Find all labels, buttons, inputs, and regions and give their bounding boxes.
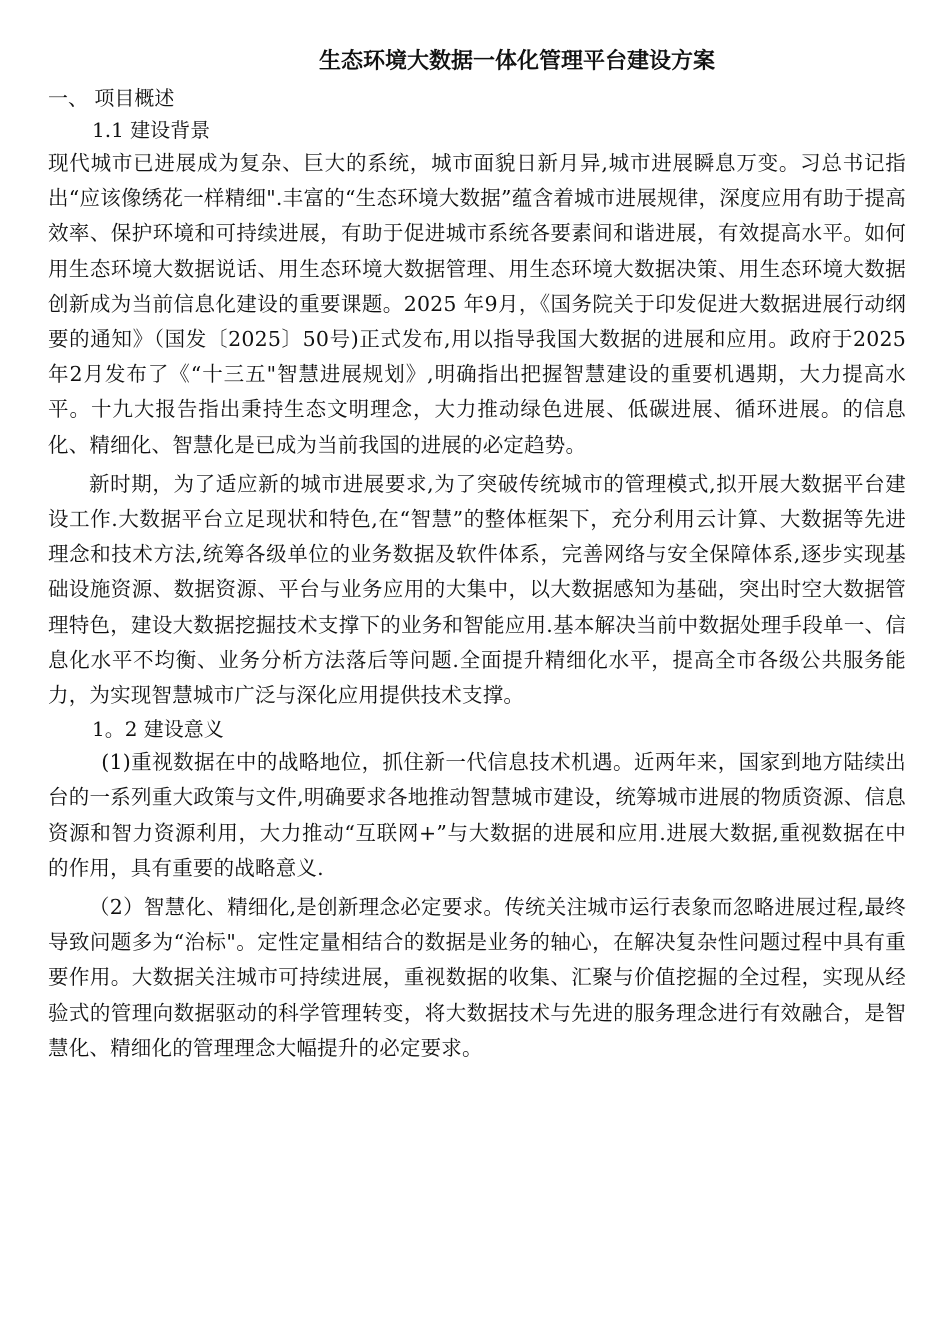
- paragraph-background-1: 现代城市已进展成为复杂、巨大的系统，城市面貌日新月异,城市进展瞬息万变。习总书记指出“应该像绣花一样精细".丰富的“生态环境大数据”蕴含着城市进展规律，深度应用有助于提高效率、保护环境和可持续进展，有助于促进城市系统各要素间和谐进展，有效提高水平。如何用生态环境大数据说话、用生态环境大数据管理、用生态环境大数据决策、用生态环境大数据创新成为当前信息化建设的重要课题。2025 年9月，《国务院关于印发促进大数据进展行动纲要的通知》（国发〔2025〕50号)正式发布,用以指导我国大数据的进展和应用。政府于2025年2月发布了《“十三五"智慧进展规划》,明确指出把握智慧建设的重要机遇期，大力提高水平。十九大报告指出秉持生态文明理念，大力推动绿色进展、低碳进展、循环进展。的信息化、精细化、智慧化是已成为当前我国的进展的必定趋势。: [48, 151, 906, 457]
- document-title: 生态环境大数据一体化管理平台建设方案: [318, 49, 715, 74]
- paragraph-background-2: 新时期，为了适应新的城市进展要求,为了突破传统城市的管理模式,拟开展大数据平台建设工作.大数据平台立足现状和特色,在“智慧”的整体框架下，充分利用云计算、大数据等先进理念和技术方法,统筹各级单位的业务数据及软件体系，完善网络与安全保障体系,逐步实现基础设施资源、数据资源、平台与业务应用的大集中，以大数据感知为基础，突出时空大数据管理特色，建设大数据挖掘技术支撑下的业务和智能应用.基本解决当前中数据处理手段单一、信息化水平不均衡、业务分析方法落后等问题.全面提升精细化水平，提高全市各级公共服务能力，为实现智慧城市广泛与深化应用提供技术支撑。: [48, 471, 906, 708]
- document-page: [48, 44, 906, 1066]
- paragraph-significance-2: （2）智慧化、精细化,是创新理念必定要求。传统关注城市运行表象而忽略进展过程,最终导致问题多为“治标"。定性定量相结合的数据是业务的轴心，在解决复杂性问题过程中具有重要作用。大数据关注城市可持续进展，重视数据的收集、汇聚与价值挖掘的全过程，实现从经验式的管理向数据驱动的科学管理转变，将大数据技术与先进的服务理念进行有效融合，是智慧化、精细化的管理理念大幅提升的必定要求。: [48, 895, 906, 1060]
- section-heading-overview: 一、 项目概述: [48, 86, 175, 110]
- subsection-heading-significance: 1。2 建设意义: [92, 717, 224, 742]
- paragraph-significance-1: (1)重视数据在中的战略地位，抓住新一代信息技术机遇。近两年来，国家到地方陆续出台的一系列重大政策与文件,明确要求各地推动智慧城市建设，统筹城市进展的物质资源、信息资源和智力资源利用，大力推动“互联网+”与大数据的进展和应用.进展大数据,重视数据在中的作用，具有重要的战略意义.: [48, 750, 906, 880]
- subsection-heading-background: 1.1 建设背景: [92, 118, 211, 142]
